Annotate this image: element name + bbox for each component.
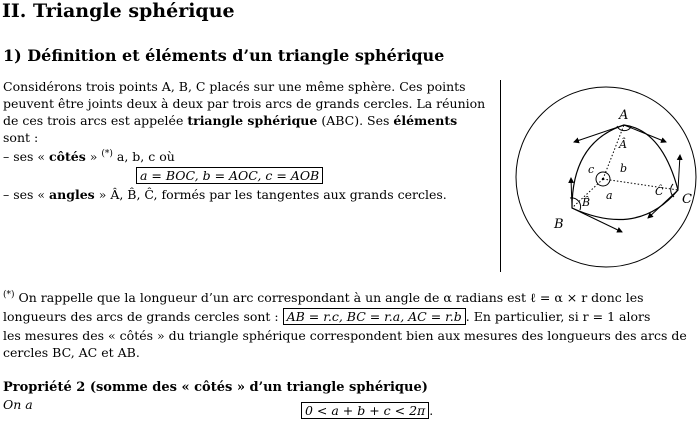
sphere-outline — [516, 87, 696, 267]
footnote-star: (*) — [3, 290, 15, 300]
property-on-a: On a — [3, 397, 33, 412]
footnote-line-1 — [3, 287, 698, 306]
definition-line-7 — [3, 186, 487, 203]
footnote-line-3: les mesures des « côtés » du triangle sphérique correspondent bien aux mesures des longueurs des arcs de — [3, 328, 687, 344]
label-angle-C: Ĉ — [655, 185, 664, 198]
definition-formula-line — [3, 167, 487, 184]
column-divider — [500, 80, 501, 272]
text: On rappelle que la longueur d’un arc correspondant à un angle de α radians est ℓ = α × r donc les — [14, 290, 644, 306]
label-b: b — [620, 162, 628, 175]
term-spherical-triangle: triangle sphérique — [187, 113, 318, 128]
sides-formula-box: a = BOC, b = AOC, c = AOB — [136, 167, 323, 184]
property-title: Propriété 2 (somme des « côtés » d’un triangle sphérique) — [3, 380, 428, 395]
term-angles: angles — [49, 187, 95, 203]
subsection-title: 1) Définition et éléments d’un triangle sphérique — [3, 46, 445, 65]
label-angle-A: Â — [619, 138, 627, 151]
text: longueurs des arcs de grands cercles sont : — [3, 309, 283, 325]
text: – ses « — [3, 187, 50, 203]
footnote — [3, 287, 698, 361]
tangent-A-right — [624, 125, 666, 142]
section-title: II. Triangle sphérique — [2, 0, 235, 22]
definition-line-4: sont : — [3, 130, 39, 145]
property-formula-line — [301, 402, 433, 419]
footnote-marker: (*) — [101, 149, 113, 159]
tangent-C-up — [678, 155, 680, 190]
text: » — [85, 149, 102, 165]
center-point — [602, 178, 604, 180]
footnote-line-4: cercles BC, AC et AB. — [3, 345, 140, 361]
definition-line-5 — [3, 146, 487, 165]
tangent-B-up — [571, 178, 572, 208]
definition-paragraph — [3, 78, 487, 203]
arc-lengths-box: AB = r.c, BC = r.a, AC = r.b — [283, 308, 466, 325]
text: – ses « — [3, 149, 50, 165]
label-c: c — [588, 163, 595, 176]
footnote-line-2 — [3, 308, 698, 325]
spherical-triangle-figure — [510, 82, 700, 272]
text: » Â, B̂, Ĉ, formés par les tangentes aux grands cercles. — [94, 187, 447, 203]
label-B: B — [554, 217, 564, 232]
property-formula-box: 0 < a + b + c < 2π — [301, 402, 429, 419]
term-elements: éléments — [393, 113, 458, 128]
definition-line-1: Considérons trois points A, B, C placés sur une même sphère. Ces points — [3, 79, 466, 94]
label-A: A — [619, 108, 629, 123]
label-angle-B: B̂ — [582, 196, 591, 209]
definition-line-3 — [3, 112, 487, 129]
text: (ABC). Ses — [317, 113, 394, 128]
term-sides: côtés — [49, 149, 86, 165]
definition-line-2: peuvent être joints deux à deux par trois arcs de grands cercles. La réunion — [3, 96, 486, 111]
text: de ces trois arcs est appelée — [3, 113, 188, 128]
tangent-A-left — [574, 125, 624, 142]
text: . En particulier, si r = 1 alors — [465, 309, 651, 325]
label-C: C — [682, 192, 692, 207]
text: a, b, c où — [112, 149, 175, 165]
text: . — [429, 403, 434, 418]
radius-OC — [603, 179, 678, 190]
label-a: a — [606, 189, 613, 202]
